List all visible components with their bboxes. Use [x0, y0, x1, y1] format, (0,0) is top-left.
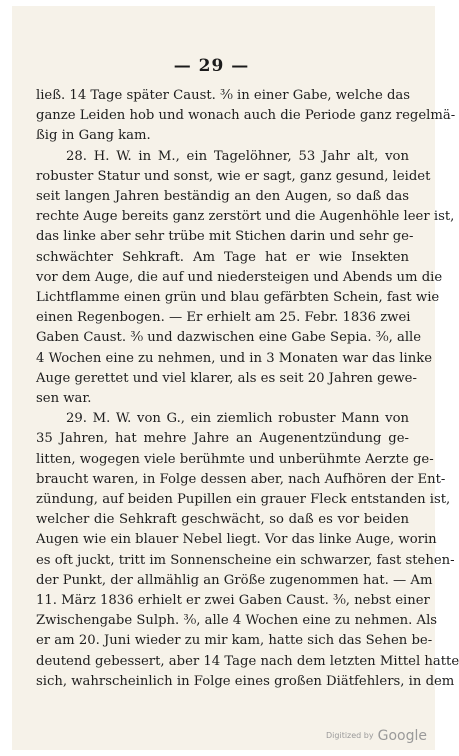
text-line: er am 20. Juni wieder zu mir kam, hatte sich das Sehen be- [36, 633, 433, 649]
text-line: sich, wahrscheinlich in Folge eines großen Diätfehlers, in dem [36, 673, 455, 689]
text-line: Lichtflamme einen grün und blau gefärbten Schein, fast wie [36, 290, 440, 306]
watermark-label: Digitized by [326, 731, 374, 740]
text-line: 4 Wochen eine zu nehmen, und in 3 Monaten war das linke [36, 350, 432, 366]
text-line: es oft juckt, tritt im Sonnenscheine ein schwarzer, fast stehen- [36, 552, 455, 568]
text-line: ganze Leiden hob und wonach auch die Periode ganz regelmä- [36, 108, 456, 124]
text-line: Gaben Caust. ³⁄₀ und dazwischen eine Gabe Sepia. ³⁄₀, alle [36, 330, 422, 346]
text-line: Auge gerettet und viel klarer, als es seit 20 Jahren gewe- [36, 370, 417, 386]
text-line: das linke aber sehr trübe mit Stichen darin und sehr ge- [36, 229, 414, 245]
text-line: rechte Auge bereits ganz zerstört und die Augenhöhle leer ist, [36, 209, 455, 225]
text-line: der Punkt, der allmählig an Größe zugenommen hat. — Am [36, 572, 433, 588]
text-line: 35 Jahren, hat mehre Jahre an Augenentzündung ge- [36, 431, 409, 447]
text-line: robuster Statur und sonst, wie er sagt, ganz gesund, leidet [36, 168, 431, 184]
body-text [36, 86, 459, 692]
text-line: seit langen Jahren beständig an den Augen, so daß das [36, 189, 409, 205]
text-line: 11. März 1836 erhielt er zwei Gaben Caust. ³⁄₀, nebst einer [36, 593, 430, 609]
text-line: braucht waren, in Folge dessen aber, nach Aufhören der Ent- [36, 471, 446, 487]
text-line: ßig in Gang kam. [36, 128, 151, 144]
text-line: 28. H. W. in M., ein Tagelöhner, 53 Jahr alt, von [66, 148, 409, 164]
digitization-watermark [326, 728, 427, 744]
text-line: sen war. [36, 391, 92, 407]
text-line: litten, wogegen viele berühmte und unberühmte Aerzte ge- [36, 451, 434, 467]
text-line: Zwischengabe Sulph. ³⁄₀, alle 4 Wochen eine zu nehmen. Als [36, 613, 438, 629]
text-line: ließ. 14 Tage später Caust. ³⁄₀ in einer Gabe, welche das [36, 88, 411, 103]
page-number: — 29 — [173, 56, 250, 76]
text-line: 29. M. W. von G., ein ziemlich robuster Mann von [66, 411, 409, 427]
text-line: Augen wie ein blauer Nebel liegt. Vor das linke Auge, worin [36, 532, 437, 548]
text-line: welcher die Sehkraft geschwächt, so daß es vor beiden [36, 512, 409, 528]
text-line: deutend gebessert, aber 14 Tage nach dem letzten Mittel hatte [36, 653, 459, 669]
watermark-brand: Google [377, 728, 427, 744]
text-line: zündung, auf beiden Pupillen ein grauer Fleck entstanden ist, [36, 492, 451, 508]
text-line: einen Regenbogen. — Er erhielt am 25. Febr. 1836 zwei [36, 310, 411, 326]
text-line: vor dem Auge, die auf und niedersteigen und Abends um die [36, 269, 443, 285]
text-line: schwächter Sehkraft. Am Tage hat er wie Insekten [36, 249, 409, 265]
